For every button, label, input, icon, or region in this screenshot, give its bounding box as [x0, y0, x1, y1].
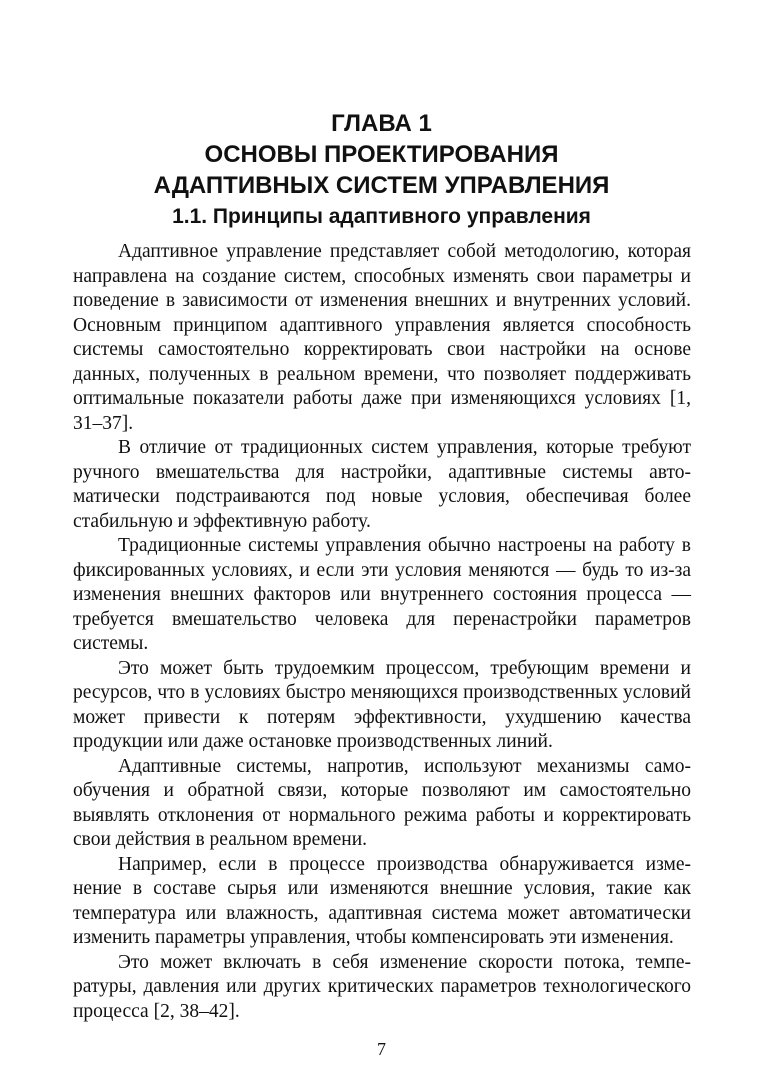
paragraph: Это может быть трудоемким процессом, требующим времени и ресурсов, что в условиях быстро меняющихся производственных условий может привести к потерям эффективности, ухудшению качества продукции или даже остановке производственных линий.: [73, 657, 691, 752]
paragraph: В отличие от традиционных систем управления, которые требуют ручного вмешательства для настройки, адаптивные системы автоматически подстраиваются под новые условия, обеспечивая более стабильную и эффективную работу.: [73, 437, 691, 532]
paragraph: Традиционные системы управления обычно настроены на работу в фиксированных условиях, и если эти условия меняются — будь то из-за изменения внешних факторов или внутреннего состояния процесса — требуется вмешательство человека для перенастройки параметров системы.: [73, 535, 691, 654]
chapter-title-line-2: АДАПТИВНЫХ СИСТЕМ УПРАВЛЕНИЯ: [153, 172, 610, 199]
body-text: [73, 240, 691, 1024]
section-title: 1.1. Принципы адаптивного управления: [172, 205, 591, 228]
paragraph: Адаптивное управление представляет собой методологию, которая направлена на создание систем, способных изменять свои параметры и поведение в зависимости от изменения внешних и внутренних условий. Основным принципом адаптивного управления является способность системы самостоятельно корректировать свои настройки на основе данных, полученных в реальном времени, что позволяет поддерживать оптимальные показатели работы даже при изменяющихся условиях [1, 31–37].: [73, 241, 691, 434]
chapter-label: ГЛАВА 1: [331, 110, 432, 137]
chapter-heading: [0, 108, 763, 201]
paragraph: Например, если в процессе производства обнаруживается изменение в составе сырья или изменяются внешние условия, такие как температура или влажность, адаптивная система может автоматически изменить параметры управления, чтобы компенсировать эти изменения.: [73, 853, 691, 948]
page-number: 7: [377, 1039, 386, 1059]
paragraph: Это может включать в себя изменение скорости потока, температуры, давления или других критических параметров технологического процесса [2, 38–42].: [73, 951, 691, 1022]
chapter-title-line-1: ОСНОВЫ ПРОЕКТИРОВАНИЯ: [204, 141, 559, 168]
paragraph: Адаптивные системы, напротив, используют механизмы самообучения и обратной связи, которые позволяют им самостоятельно выявлять отклонения от нормального режима работы и корректировать свои действия в реальном времени.: [73, 755, 691, 850]
